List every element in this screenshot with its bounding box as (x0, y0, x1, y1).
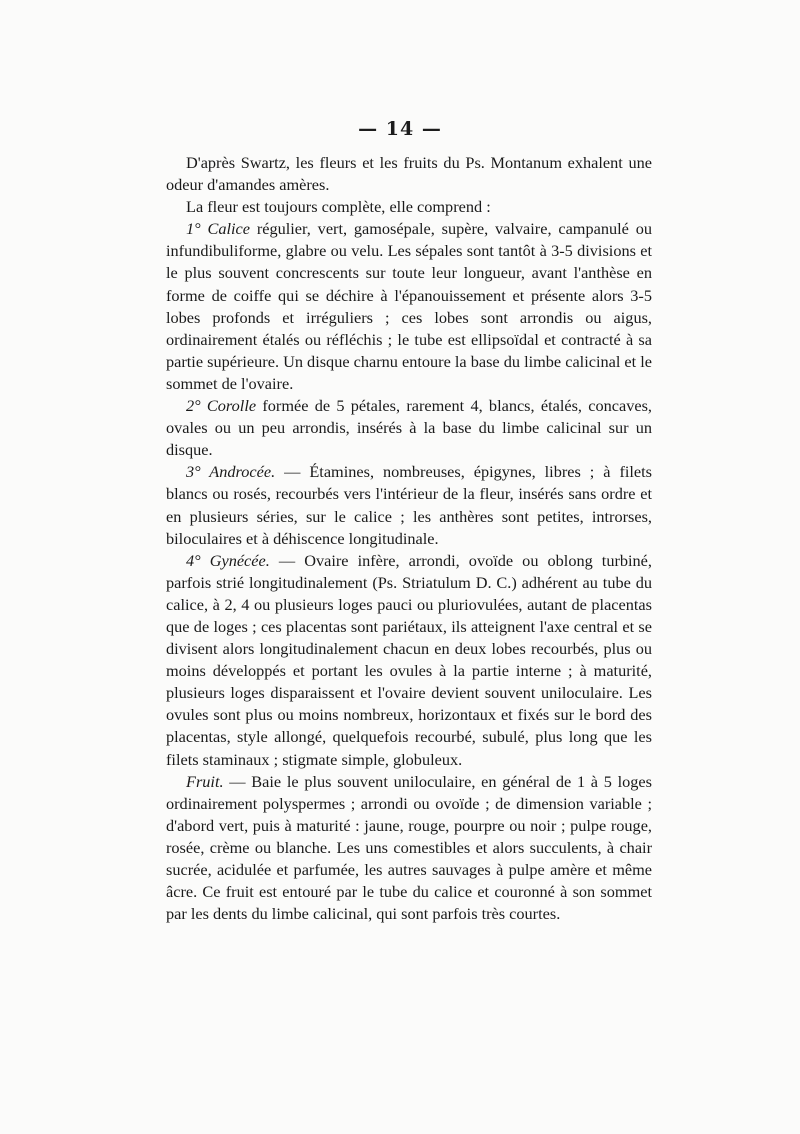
paragraph-text: — Baie le plus souvent uniloculaire, en général de 1 à 5 loges ordinairement polyspermes ; arrondi ou ovoïde ; de dimension variable ; d'abord vert, puis à maturité : jaune, rouge, pourpre ou noir ; pulpe rouge, rosée, crème ou blanche. Les uns comestibles et alors succulents, à chair sucrée, acidulée et parfumée, les autres sauvages à pulpe amère et même âcre. Ce fruit est entouré par le tube du calice et couronné à son sommet par les dents du limbe calicinal, qui sont parfois très courtes. (166, 771, 652, 924)
paragraph-fleur (166, 196, 652, 218)
section-label: 1° Calice (186, 219, 250, 239)
paragraph-text: — Ovaire infère, arrondi, ovoïde ou oblong turbiné, parfois strié longitudinalement (Ps. Striatulum D. C.) adhérent au tube du calice, à 2, 4 ou plusieurs loges pauci ou pluriovulées, autant de placentas que de loges ; ces placentas sont pariétaux, ils atteignent l'axe central et se divisent alors longitudinalement chacun en deux lobes recourbés, plus ou moins développés et portant les ovules à la partie interne ; à maturité, plusieurs loges disparaissent et l'ovaire devient souvent uniloculaire. Les ovules sont plus ou moins nombreux, horizontaux et fixés sur le bord des placentas, style allongé, quelquefois recourbé, subulé, plus long que les filets staminaux ; stigmate simple, globuleux. (166, 550, 652, 769)
paragraph-fruit (166, 771, 652, 926)
paragraph-text: D'après Swartz, les fleurs et les fruits du Ps. Montanum exhalent une odeur d'amandes amères. (166, 153, 652, 195)
paragraph-text: régulier, vert, gamosépale, supère, valvaire, campanulé ou infundibuliforme, glabre ou velu. Les sépales sont tantôt à 3-5 divisions et le plus souvent concrescents sur toute leur longueur, avant l'anthèse en forme de coiffe qui se déchire à l'épanouissement et présente alors 3-5 lobes profonds et irréguliers ; ces lobes sont arrondis ou aigus, ordinairement étalés ou réfléchis ; le tube est ellipsoïdal et contracté à sa partie supérieure. Un disque charnu entoure la base du limbe calicinal et le sommet de l'ovaire. (166, 219, 652, 393)
section-label: 2° Corolle (186, 396, 257, 416)
paragraph-calice (166, 218, 652, 395)
paragraph-text: — Étamines, nombreuses, épigynes, libres ; à filets blancs ou rosés, recourbés vers l'intérieur de la fleur, insérés sans ordre et en plusieurs séries, sur le calice ; les anthères sont petites, introrses, biloculaires et à déhiscence longitudinale. (166, 462, 652, 548)
paragraph-intro (166, 152, 652, 196)
paragraph-gynecee (166, 550, 652, 771)
paragraph-androcee (166, 461, 652, 549)
body-text (166, 152, 652, 925)
paragraph-text: formée de 5 pétales, rarement 4, blancs, étalés, concaves, ovales ou un peu arrondis, insérés à la base du limbe calicinal sur un disque. (166, 396, 652, 460)
section-label: 4° Gynécée. (186, 550, 270, 570)
paragraph-text: La fleur est toujours complète, elle comprend : (186, 197, 491, 217)
section-label: Fruit. (186, 771, 224, 791)
section-label: 3° Androcée. (186, 462, 276, 482)
paragraph-corolle (166, 395, 652, 461)
page-number: — 14 — (358, 118, 442, 140)
